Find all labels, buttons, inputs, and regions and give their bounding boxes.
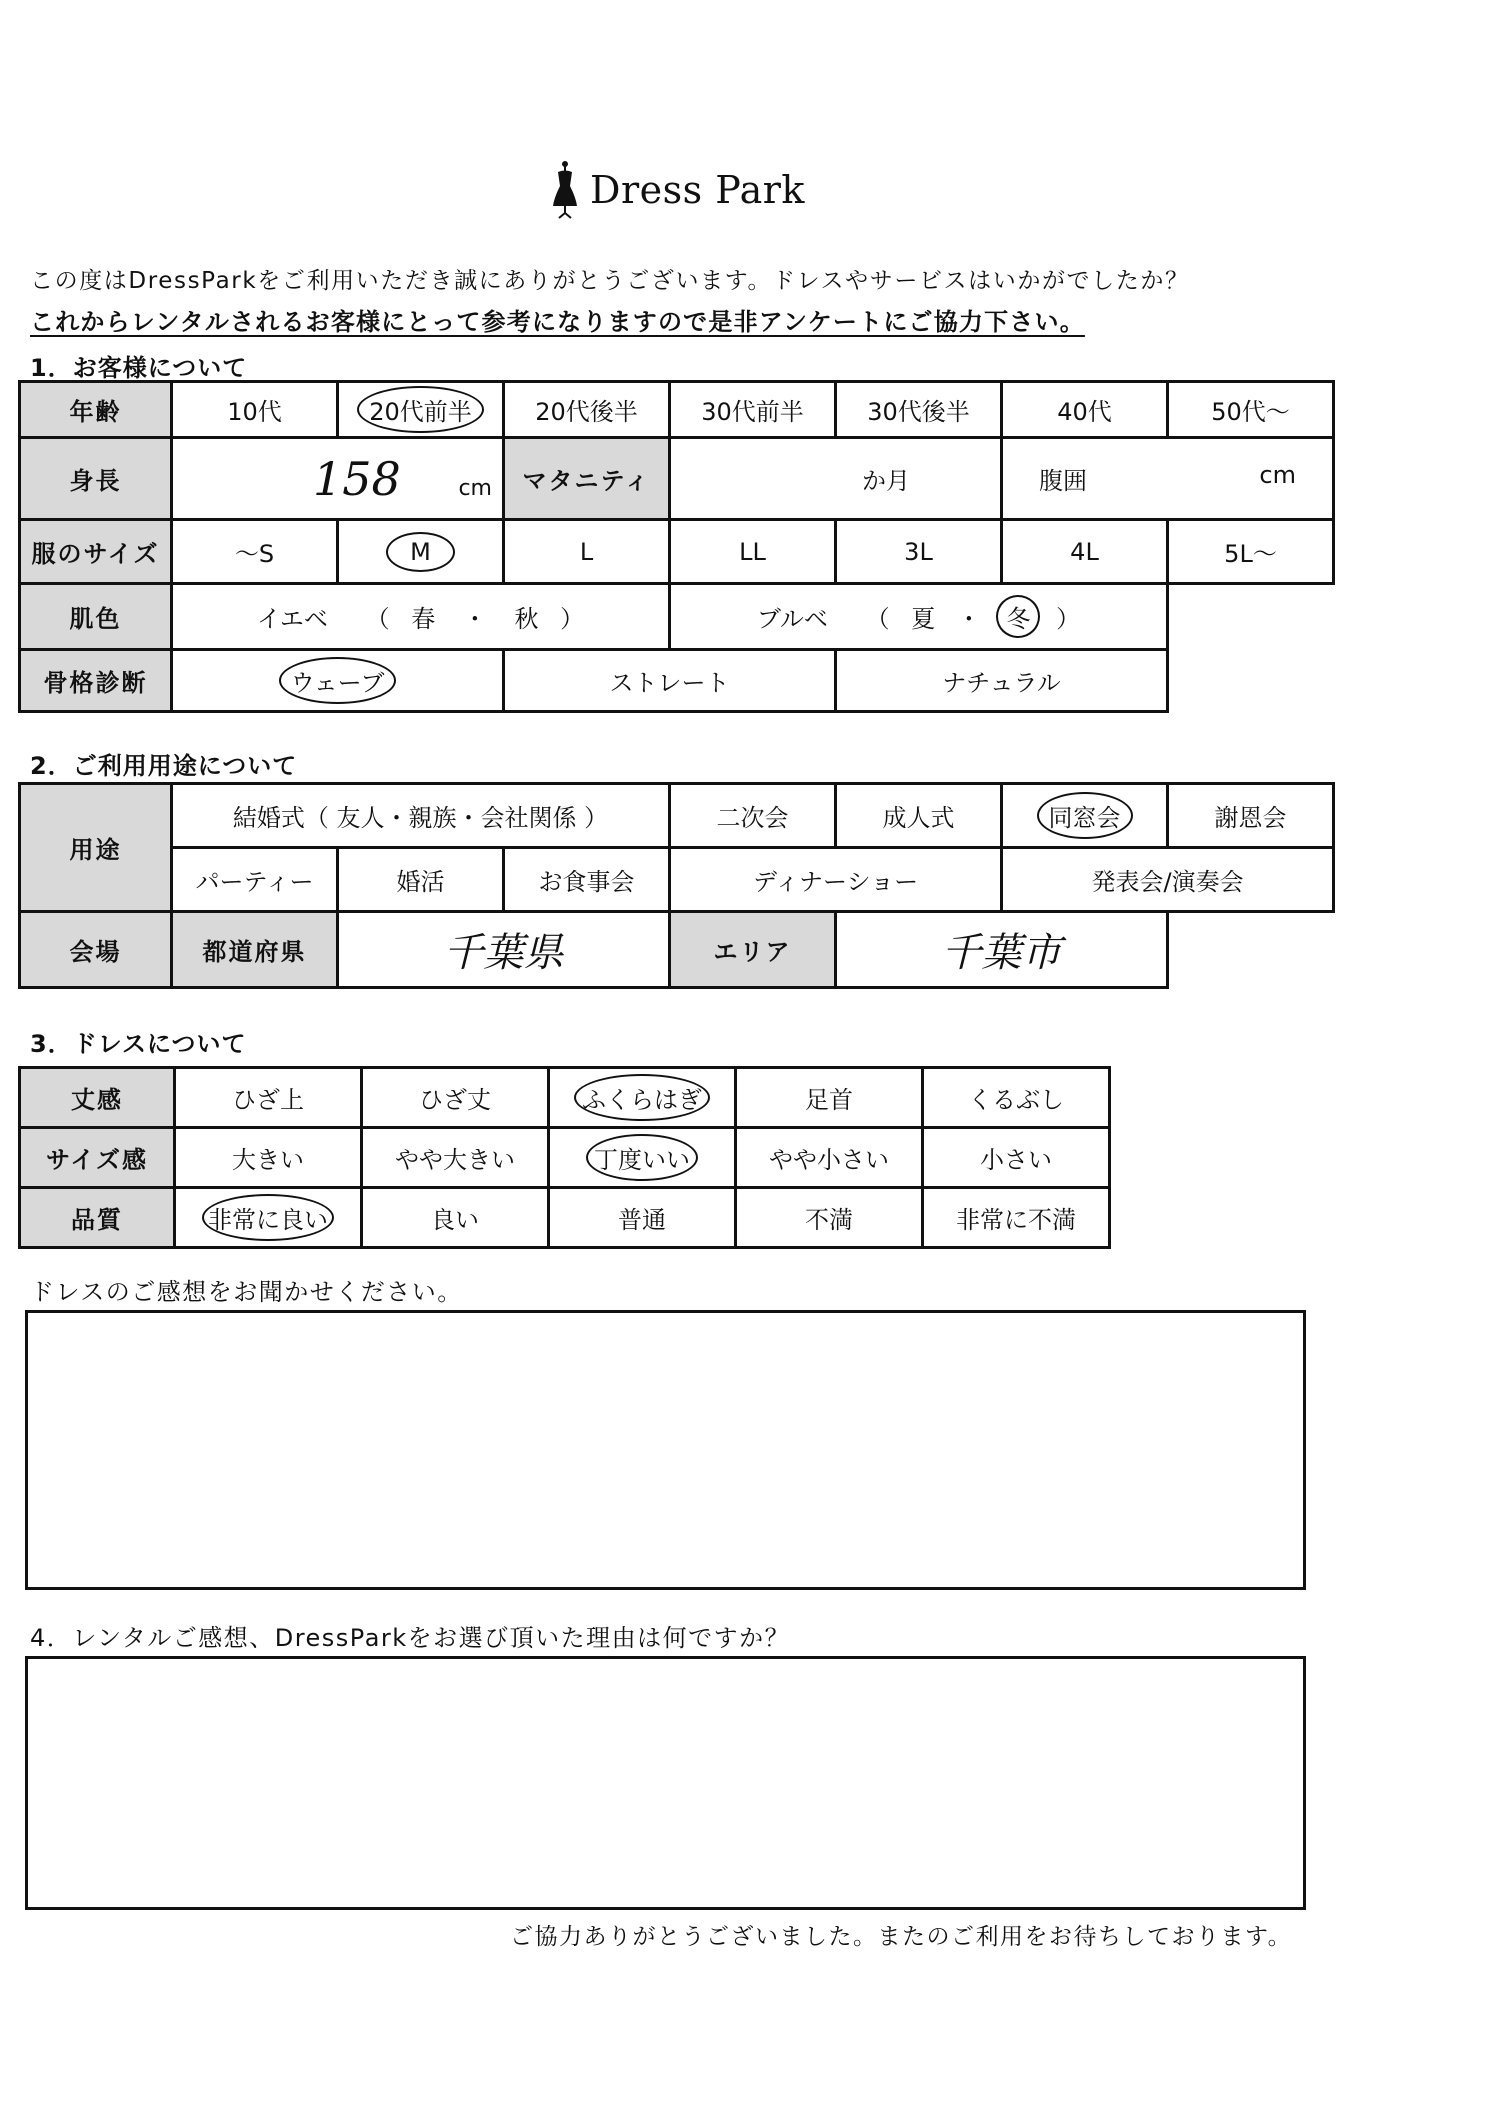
dress-form-icon: [550, 160, 580, 220]
size-option[interactable]: 3L: [836, 520, 1002, 584]
length-label: 丈感: [20, 1068, 175, 1128]
selection-circle: ウェーブ: [279, 657, 397, 704]
purpose-option[interactable]: お食事会: [504, 848, 670, 912]
area-field[interactable]: [836, 912, 1168, 988]
age-option[interactable]: 30代前半: [670, 382, 836, 438]
prefecture-label: 都道府県: [172, 912, 338, 988]
size-option[interactable]: ～S: [172, 520, 338, 584]
fit-option[interactable]: やや大きい: [362, 1128, 549, 1188]
size-option[interactable]: 5L～: [1168, 520, 1334, 584]
length-option[interactable]: ひざ丈: [362, 1068, 549, 1128]
selection-circle: 非常に良い: [202, 1194, 334, 1241]
empty-cell: [1168, 650, 1334, 712]
section4-title: 4．レンタルご感想、DressParkをお選び頂いた理由は何ですか？: [30, 1624, 791, 1652]
belly-field[interactable]: [1002, 438, 1334, 520]
age-option[interactable]: 30代後半: [836, 382, 1002, 438]
purpose-option[interactable]: 二次会: [670, 784, 836, 848]
fit-option[interactable]: 小さい: [923, 1128, 1110, 1188]
fit-option[interactable]: やや小さい: [736, 1128, 923, 1188]
blue-base-text: ブルベ: [756, 605, 828, 633]
fit-row: [20, 1128, 1110, 1188]
size-option[interactable]: LL: [670, 520, 836, 584]
dress-comment-prompt: ドレスのご感想をお聞かせください。: [30, 1278, 463, 1306]
spring-option[interactable]: 春: [411, 605, 436, 633]
frame-option[interactable]: ストレート: [504, 650, 836, 712]
skin-row: [20, 584, 1334, 650]
quality-row: [20, 1188, 1110, 1248]
selection-circle: 丁度いい: [586, 1134, 698, 1181]
quality-option-selected[interactable]: [175, 1188, 362, 1248]
dress-table: [18, 1066, 1111, 1249]
size-option[interactable]: 4L: [1002, 520, 1168, 584]
length-option-selected[interactable]: [549, 1068, 736, 1128]
reason-comment-box[interactable]: [25, 1656, 1306, 1910]
prefecture-value: 千葉県: [443, 930, 564, 976]
skin-blue-option[interactable]: [670, 584, 1168, 650]
length-option[interactable]: 足首: [736, 1068, 923, 1128]
empty-cell: [1168, 912, 1334, 988]
frame-label: 骨格診断: [20, 650, 172, 712]
belly-unit: cm: [1259, 461, 1296, 489]
purpose-option[interactable]: パーティー: [172, 848, 338, 912]
purpose-option[interactable]: 成人式: [836, 784, 1002, 848]
separator: ・: [462, 605, 487, 633]
purpose-row-2: [20, 848, 1334, 912]
section3-title: 3．ドレスについて: [30, 1030, 247, 1058]
fit-label: サイズ感: [20, 1128, 175, 1188]
purpose-row-1: [20, 784, 1334, 848]
winter-option-selected[interactable]: 冬: [996, 595, 1040, 638]
area-value: 千葉市: [941, 930, 1062, 976]
venue-row: [20, 912, 1334, 988]
paren-open: （: [865, 605, 890, 633]
purpose-option[interactable]: 婚活: [338, 848, 504, 912]
size-option-selected[interactable]: [338, 520, 504, 584]
yellow-base-text: イエベ: [256, 605, 328, 633]
selection-circle: 20代前半: [357, 386, 484, 433]
quality-option[interactable]: 非常に不満: [923, 1188, 1110, 1248]
dress-comment-box[interactable]: [25, 1310, 1306, 1590]
paren-open: （: [365, 605, 390, 633]
paren-close: ）: [1056, 605, 1081, 633]
age-option[interactable]: 40代: [1002, 382, 1168, 438]
quality-option[interactable]: 不満: [736, 1188, 923, 1248]
selection-circle: M: [386, 532, 455, 572]
brand-logo: [550, 160, 805, 220]
quality-label: 品質: [20, 1188, 175, 1248]
purpose-option[interactable]: 謝恩会: [1168, 784, 1334, 848]
purpose-option[interactable]: ディナーショー: [670, 848, 1002, 912]
selection-circle: ふくらはぎ: [574, 1074, 710, 1121]
age-option[interactable]: 50代～: [1168, 382, 1334, 438]
months-unit: か月: [862, 467, 910, 495]
intro-text: この度はDressParkをご利用いただき誠にありがとうございます。ドレスやサービスはいかがでしたか？: [30, 268, 1190, 294]
purpose-option[interactable]: 結婚式（ 友人・親族・会社関係 ）: [172, 784, 670, 848]
height-row: [20, 438, 1334, 520]
frame-row: [20, 650, 1334, 712]
area-label: エリア: [670, 912, 836, 988]
frame-option[interactable]: ナチュラル: [836, 650, 1168, 712]
fit-option[interactable]: 大きい: [175, 1128, 362, 1188]
customer-table: [18, 380, 1335, 713]
maternity-months-field[interactable]: [670, 438, 1002, 520]
prefecture-field[interactable]: [338, 912, 670, 988]
age-option[interactable]: 10代: [172, 382, 338, 438]
intro-request: これからレンタルされるお客様にとって参考になりますので是非アンケートにご協力下さい。: [30, 308, 1085, 336]
size-label: 服のサイズ: [20, 520, 172, 584]
height-value: 158: [313, 451, 401, 506]
section1-title: 1．お客様について: [30, 354, 248, 382]
summer-option[interactable]: 夏: [911, 605, 936, 633]
age-label: 年齢: [20, 382, 172, 438]
usage-table: [18, 782, 1335, 989]
autumn-option[interactable]: 秋: [514, 605, 539, 633]
empty-cell: [1168, 584, 1334, 650]
quality-option[interactable]: 普通: [549, 1188, 736, 1248]
size-row: [20, 520, 1334, 584]
purpose-option[interactable]: 発表会/演奏会: [1002, 848, 1334, 912]
age-option-selected[interactable]: [338, 382, 504, 438]
age-option[interactable]: 20代後半: [504, 382, 670, 438]
height-unit: cm: [458, 475, 492, 501]
frame-option-selected[interactable]: [172, 650, 504, 712]
belly-label: 腹囲: [1039, 467, 1087, 495]
thanks-message: ご協力ありがとうございました。またのご利用をお待ちしております。: [510, 1924, 1293, 1950]
length-row: [20, 1068, 1110, 1128]
selection-circle: 同窓会: [1037, 792, 1133, 839]
age-row: [20, 382, 1334, 438]
fit-option-selected[interactable]: [549, 1128, 736, 1188]
quality-option[interactable]: 良い: [362, 1188, 549, 1248]
section2-title: 2．ご利用用途について: [30, 752, 298, 780]
separator: ・: [956, 605, 981, 633]
venue-label: 会場: [20, 912, 172, 988]
paren-close: ）: [560, 605, 585, 633]
purpose-label: 用途: [20, 784, 172, 912]
purpose-option-selected[interactable]: [1002, 784, 1168, 848]
size-option[interactable]: L: [504, 520, 670, 584]
length-option[interactable]: くるぶし: [923, 1068, 1110, 1128]
brand-name: Dress Park: [590, 168, 805, 212]
skin-yellow-option[interactable]: [172, 584, 670, 650]
height-label: 身長: [20, 438, 172, 520]
length-option[interactable]: ひざ上: [175, 1068, 362, 1128]
maternity-label: マタニティ: [504, 438, 670, 520]
height-field[interactable]: [172, 438, 504, 520]
skin-label: 肌色: [20, 584, 172, 650]
